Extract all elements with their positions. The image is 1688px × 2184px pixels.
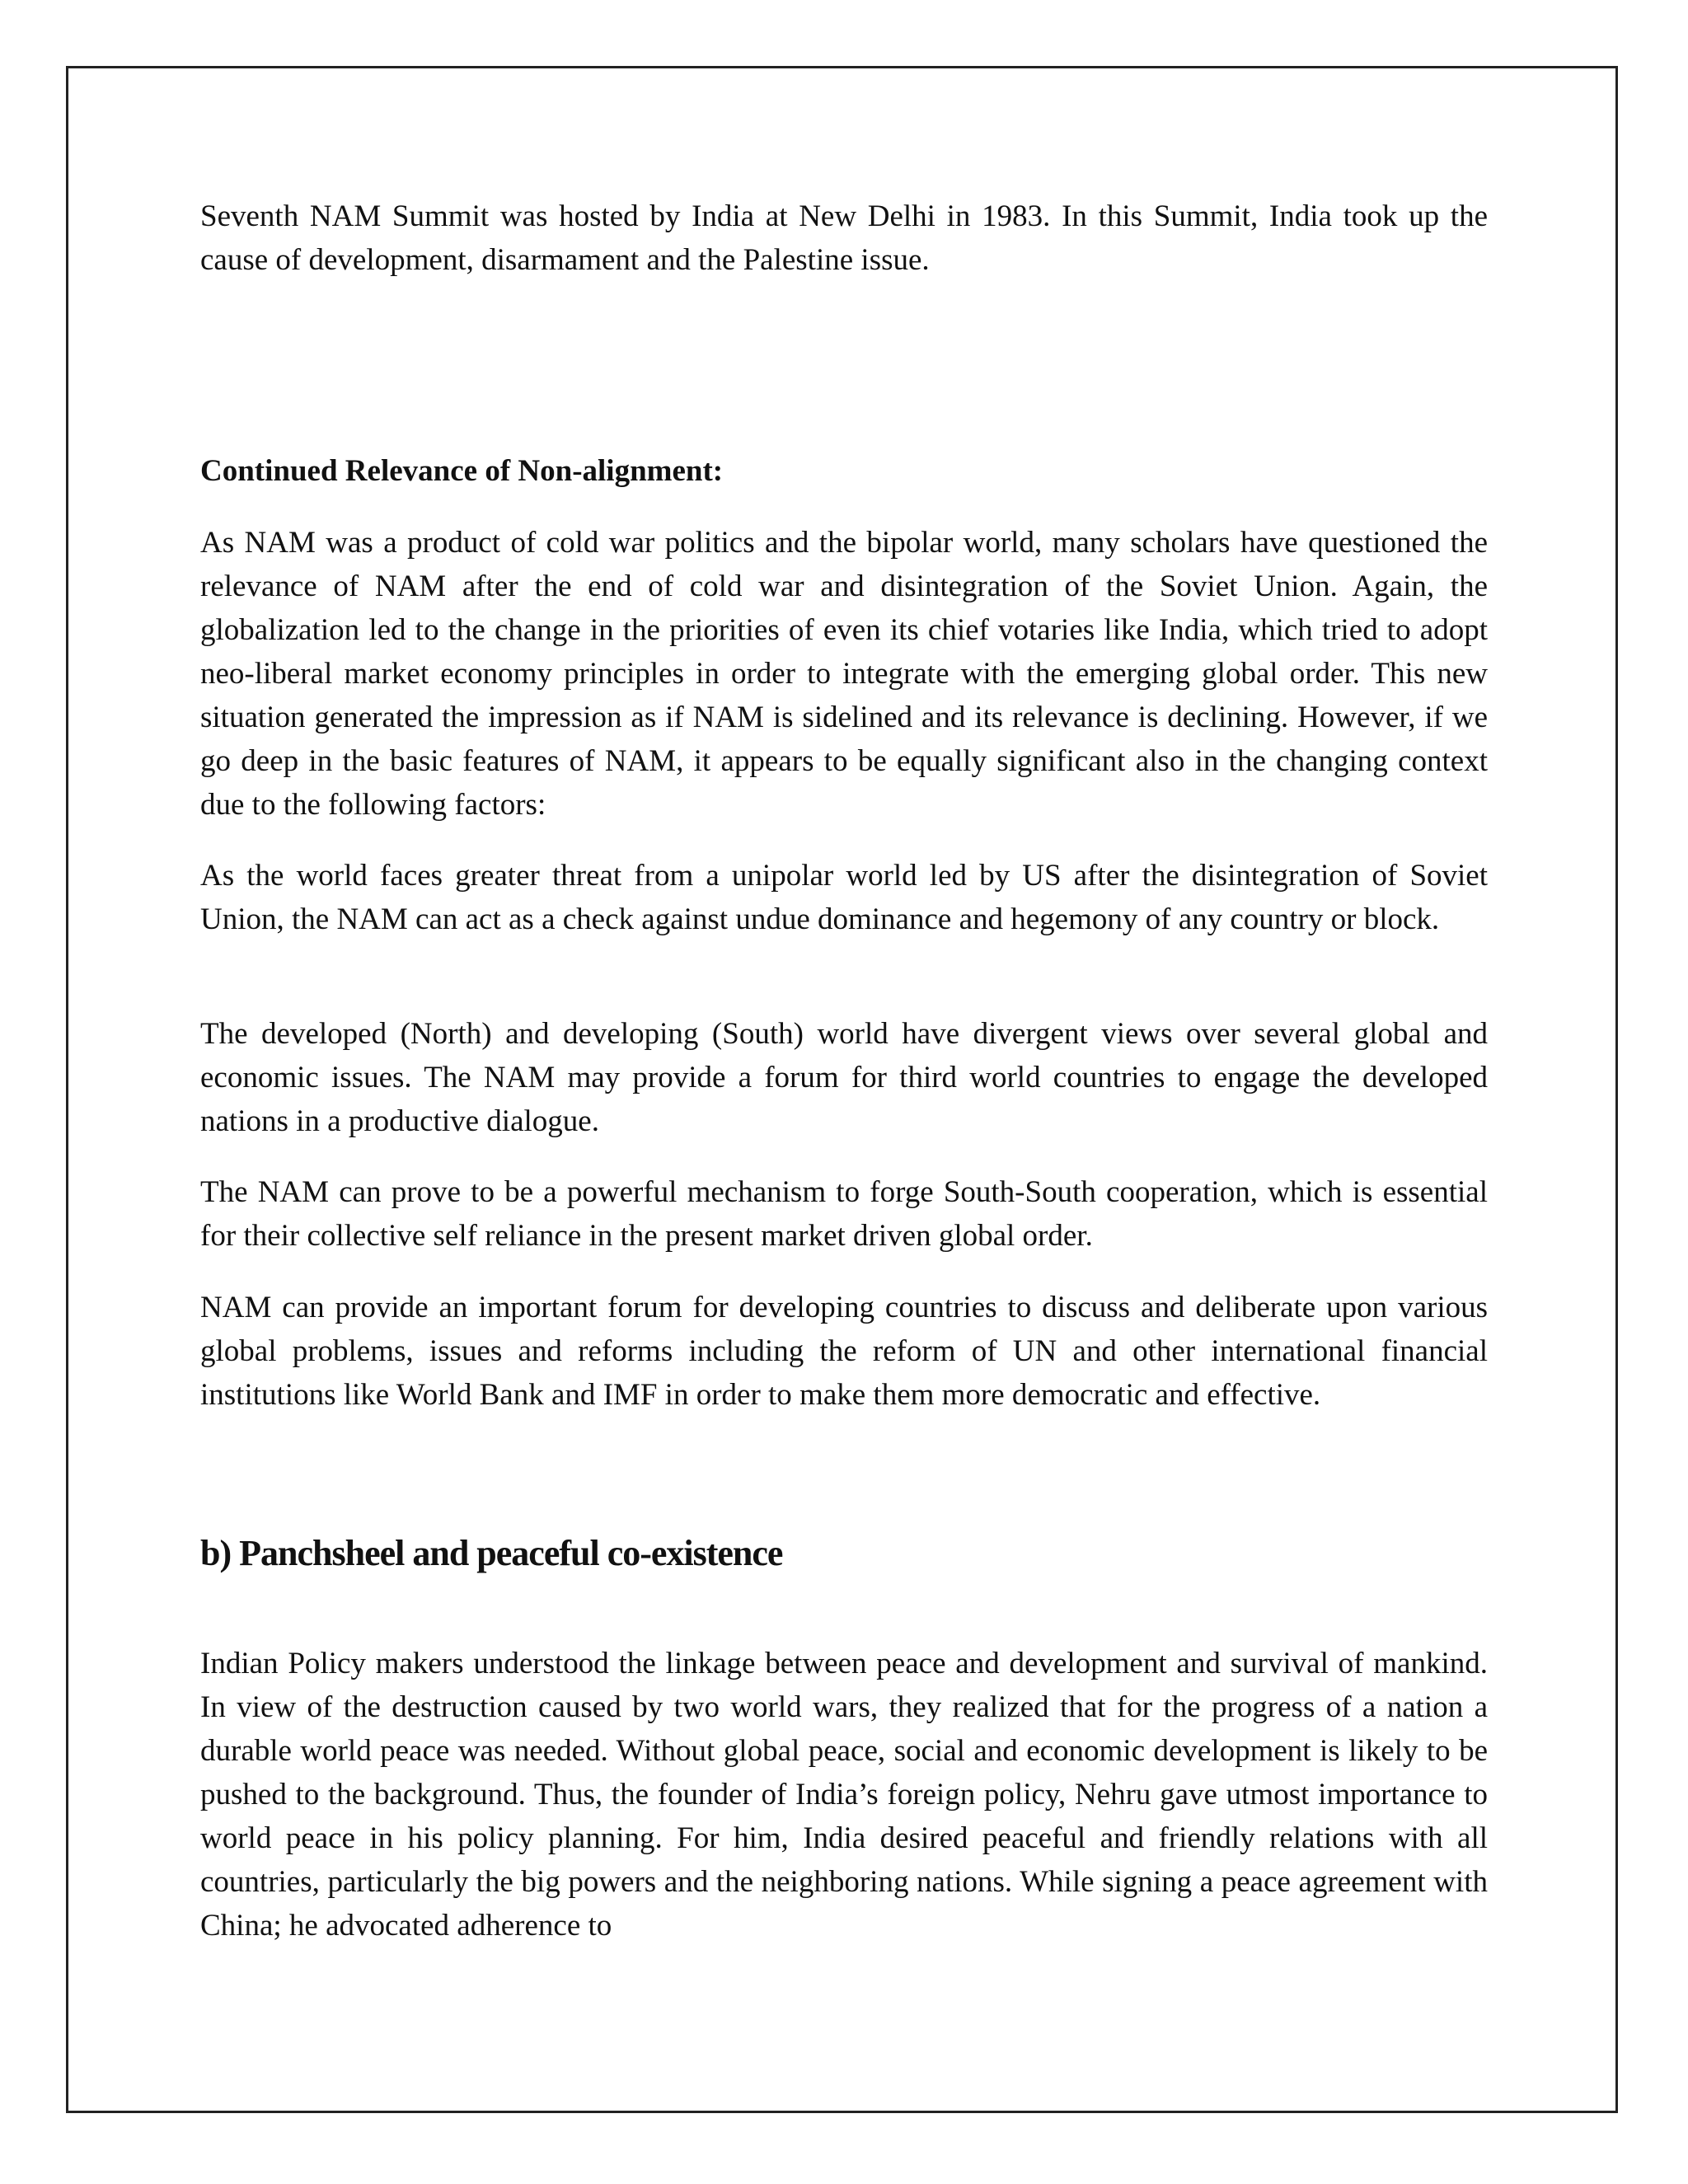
paragraph-relevance-3: The developed (North) and developing (South) world have divergent views over several global and economic issues. The NAM may provide a forum for third world countries to engage the developed nations in a productive dialogue. — [200, 1017, 1488, 1138]
paragraph-relevance-1: As NAM was a product of cold war politics and the bipolar world, many scholars have questioned the relevance of NAM after the end of cold war and disintegration of the Soviet Union. Again, the globalization led to the change in the priorities of even its chief votaries like India, which tried to adopt neo-liberal market economy principles in order to integrate with the emerging global order. This new situation generated the impression as if NAM is sidelined and its relevance is declining. However, if we go deep in the basic features of NAM, it appears to be equally significant also in the changing context due to the following factors: — [200, 526, 1488, 822]
section-heading-relevance: Continued Relevance of Non-alignment: — [200, 454, 724, 488]
paragraph-intro: Seventh NAM Summit was hosted by India at New Delhi in 1983. In this Summit, India took up the cause of development, disarmament and the Palestine issue. — [200, 199, 1488, 277]
paragraph-relevance-5: NAM can provide an important forum for developing countries to discuss and deliberate upon various global problems, issues and reforms including the reform of UN and other international financial institutions like World Bank and IMF in order to make them more democratic and effective. — [200, 1291, 1488, 1412]
paragraph-relevance-4: The NAM can prove to be a powerful mechanism to forge South-South cooperation, which is essential for their collective self reliance in the present market driven global order. — [200, 1175, 1488, 1253]
paragraph-relevance-2: As the world faces greater threat from a unipolar world led by US after the disintegration of Soviet Union, the NAM can act as a check against undue dominance and hegemony of any country or block. — [200, 859, 1488, 936]
paragraph-panchsheel-1: Indian Policy makers understood the linkage between peace and development and survival of mankind. In view of the destruction caused by two world wars, they realized that for the progress of a nation a durable world peace was needed. Without global peace, social and economic development is likely to be pushed to the background. Thus, the founder of India’s foreign policy, Nehru gave utmost importance to world peace in his policy planning. For him, India desired peaceful and friendly relations with all countries, particularly the big powers and the neighboring nations. While signing a peace agreement with China; he advocated adherence to — [200, 1647, 1488, 1943]
section-heading-panchsheel: b) Panchsheel and peaceful co-existence — [200, 1533, 783, 1573]
